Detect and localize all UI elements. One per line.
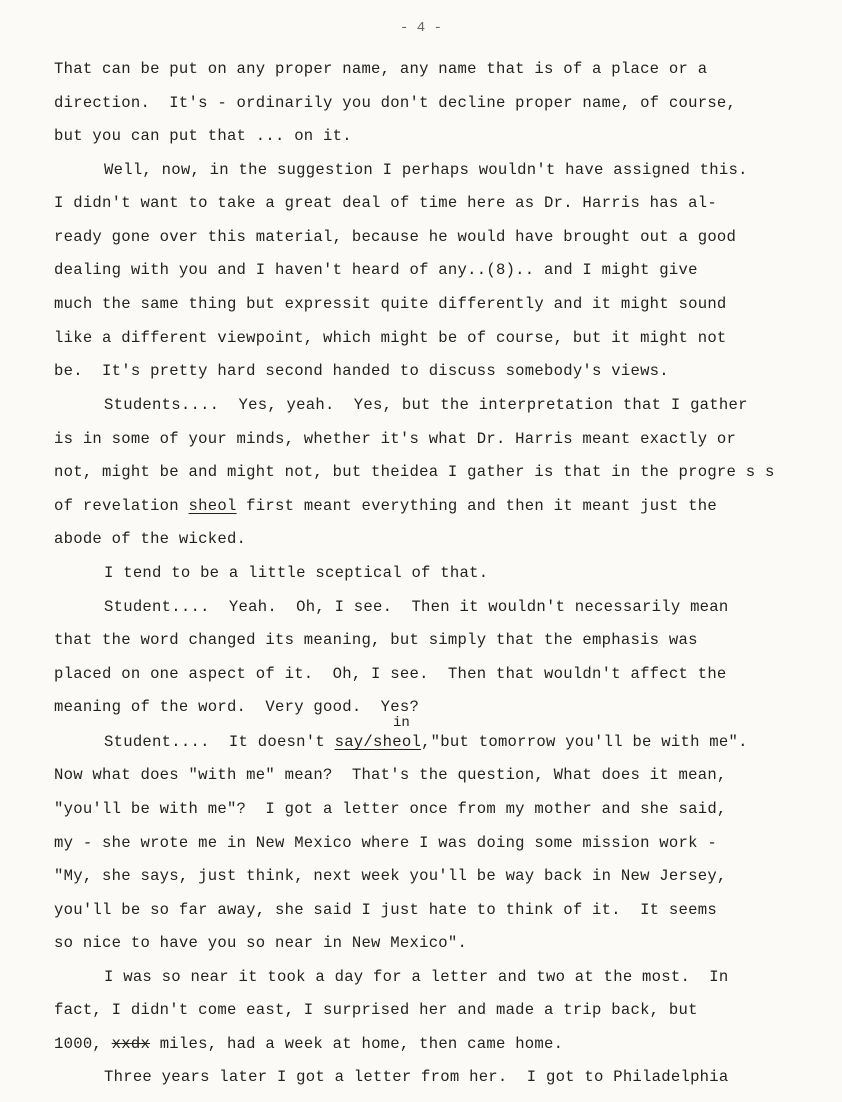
text-segment: Student.... It doesn't bbox=[104, 733, 335, 751]
text-line: but you can put that ... on it. bbox=[54, 127, 352, 145]
text-line: That can be put on any proper name, any name that is of a place or a bbox=[54, 60, 708, 78]
paragraph-start-line: Three years later I got a letter from her. I got to Philadelphia bbox=[104, 1068, 729, 1086]
text-line: that the word changed its meaning, but simply that the emphasis was bbox=[54, 631, 698, 649]
page-number: - 4 - bbox=[399, 20, 442, 36]
text-line: so nice to have you so near in New Mexico". bbox=[54, 934, 468, 952]
text-segment: first meant everything and then it meant just the bbox=[236, 497, 717, 515]
text-line: placed on one aspect of it. Oh, I see. Then that wouldn't affect the bbox=[54, 665, 727, 683]
text-line: "My, she says, just think, next week you'll be way back in New Jersey, bbox=[54, 867, 727, 885]
text-line: abode of the wicked. bbox=[54, 530, 247, 548]
text-segment: 1000, bbox=[54, 1035, 112, 1053]
paragraph-start-line: Students.... Yes, yeah. Yes, but the interpretation that I gather bbox=[104, 396, 748, 414]
text-line: like a different viewpoint, which might be of course, but it might not bbox=[54, 329, 727, 347]
struck-out-text: xxdx bbox=[111, 1035, 151, 1053]
text-line bbox=[54, 1035, 563, 1053]
text-segment: ,"but tomorrow you'll be with me". bbox=[421, 733, 748, 751]
paragraph-start-line: I tend to be a little sceptical of that. bbox=[104, 564, 489, 582]
text-line: fact, I didn't come east, I surprised her and made a trip back, but bbox=[54, 1001, 698, 1019]
text-segment: miles, had a week at home, then came home. bbox=[150, 1035, 564, 1053]
underlined-word: sheol bbox=[188, 497, 237, 515]
handwritten-insertion: in bbox=[393, 715, 410, 731]
text-segment: of revelation bbox=[54, 497, 189, 515]
text-line bbox=[54, 497, 717, 515]
paragraph-start-line: I was so near it took a day for a letter and two at the most. In bbox=[104, 968, 729, 986]
text-line: much the same thing but expressit quite differently and it might sound bbox=[54, 295, 727, 313]
underlined-word: say/sheol bbox=[334, 733, 422, 751]
text-line: dealing with you and I haven't heard of any..(8).. and I might give bbox=[54, 261, 698, 279]
paragraph-start-line: Well, now, in the suggestion I perhaps wouldn't have assigned this. bbox=[104, 161, 748, 179]
paragraph-start-line bbox=[104, 733, 748, 751]
text-line: meaning of the word. Very good. Yes? bbox=[54, 698, 420, 716]
text-line: is in some of your minds, whether it's what Dr. Harris meant exactly or bbox=[54, 430, 737, 448]
text-line: "you'll be with me"? I got a letter once from my mother and she said, bbox=[54, 800, 727, 818]
text-line: Now what does "with me" mean? That's the question, What does it mean, bbox=[54, 766, 727, 784]
text-line: be. It's pretty hard second handed to discuss somebody's views. bbox=[54, 362, 669, 380]
paragraph-start-line: Student.... Yeah. Oh, I see. Then it wouldn't necessarily mean bbox=[104, 598, 729, 616]
text-line: ready gone over this material, because he would have brought out a good bbox=[54, 228, 737, 246]
text-line: not, might be and might not, but theidea I gather is that in the progre s s bbox=[54, 463, 775, 481]
text-line: direction. It's - ordinarily you don't decline proper name, of course, bbox=[54, 94, 737, 112]
text-line: you'll be so far away, she said I just hate to think of it. It seems bbox=[54, 901, 717, 919]
text-line: my - she wrote me in New Mexico where I was doing some mission work - bbox=[54, 834, 717, 852]
text-line: I didn't want to take a great deal of time here as Dr. Harris has al- bbox=[54, 194, 717, 212]
